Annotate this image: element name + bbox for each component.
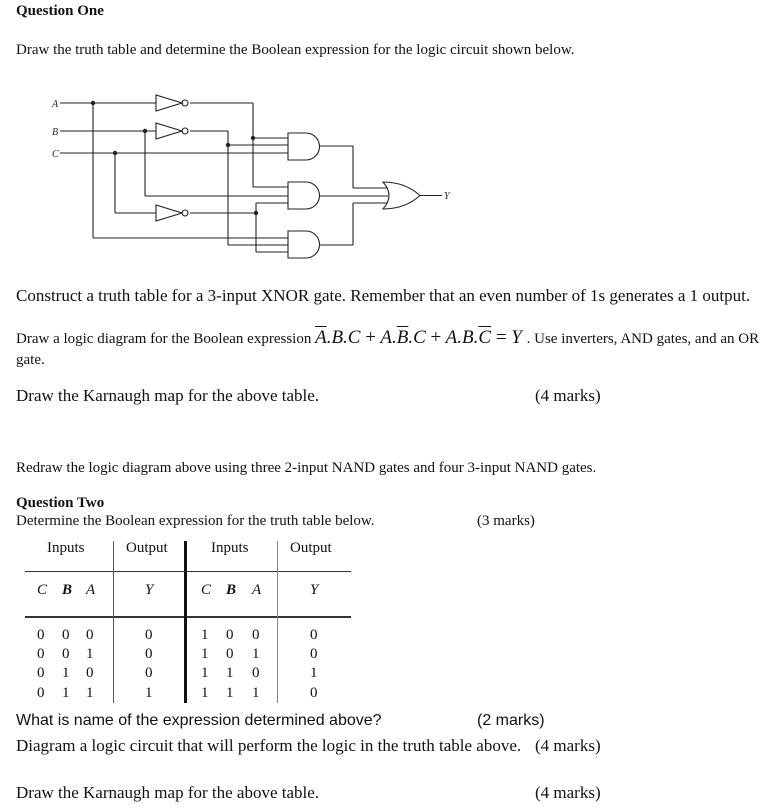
- cell: 0: [310, 685, 318, 701]
- cell: 0: [86, 627, 94, 643]
- cell: 1: [201, 646, 209, 662]
- input-label-a: A: [52, 99, 59, 110]
- cell: 1: [252, 685, 260, 701]
- logic-diagram-suffix-2: gate.: [16, 352, 45, 368]
- cell: 1: [201, 685, 209, 701]
- question-two-intro-marks: (3 marks): [477, 513, 535, 529]
- cell: 0: [145, 627, 153, 643]
- table-divider-1: [113, 541, 114, 703]
- diagram-question: Diagram a logic circuit that will perform the logic in the truth table above.: [16, 736, 522, 755]
- logic-circuit-diagram: [0, 0, 480, 280]
- cell: 0: [252, 665, 260, 681]
- col-b-right: B: [226, 582, 237, 598]
- cell: 0: [145, 665, 153, 681]
- cell: 0: [310, 646, 318, 662]
- cell: 1: [252, 646, 260, 662]
- col-a-right: A: [252, 582, 262, 598]
- cell: 0: [62, 627, 70, 643]
- header-output-right: Output: [290, 540, 332, 556]
- question-two-intro: Determine the Boolean expression for the truth table below.: [16, 513, 375, 529]
- cell: 1: [201, 665, 209, 681]
- col-a-left: A: [86, 582, 96, 598]
- cell: 0: [86, 665, 94, 681]
- question-one-title: Question One: [16, 3, 104, 19]
- cell: 1: [145, 685, 153, 701]
- table-divider-2: [277, 541, 278, 703]
- cell: 1: [310, 665, 318, 681]
- kmap-task-one: Draw the Karnaugh map for the above table.: [16, 386, 320, 405]
- cell: 0: [226, 627, 234, 643]
- logic-diagram-prefix: Draw a logic diagram for the Boolean expression: [16, 331, 312, 347]
- name-question-marks: (2 marks): [477, 712, 545, 729]
- cell: 1: [62, 685, 70, 701]
- header-inputs-right: Inputs: [211, 540, 249, 556]
- output-label-y: Y: [444, 191, 450, 202]
- cell: 1: [86, 646, 94, 662]
- cell: 0: [252, 627, 260, 643]
- boolean-expression: $\overline{A}.B.C + A.\overline{B}.C + A.B.\overline{C} = Y$: [315, 327, 522, 348]
- cell: 1: [201, 627, 209, 643]
- cell: 0: [37, 627, 45, 643]
- question-one-intro: Draw the truth table and determine the Boolean expression for the logic circuit shown below.: [16, 42, 575, 58]
- cell: 0: [37, 646, 45, 662]
- kmap-question-two-marks: (4 marks): [535, 783, 601, 802]
- header-inputs-left: Inputs: [47, 540, 85, 556]
- col-b-left: B: [62, 582, 73, 598]
- table-rule-top: [25, 571, 351, 572]
- table-divider-thick: [184, 541, 187, 703]
- cell: 0: [310, 627, 318, 643]
- input-label-b: B: [52, 127, 59, 138]
- nand-task: Redraw the logic diagram above using three 2-input NAND gates and four 3-input NAND gates.: [16, 460, 597, 476]
- name-question: What is name of the expression determined above?: [16, 712, 382, 729]
- col-y-right: Y: [310, 582, 319, 598]
- logic-diagram-task: [16, 327, 759, 350]
- col-y-left: Y: [145, 582, 154, 598]
- cell: 0: [37, 685, 45, 701]
- question-two-title: Question Two: [16, 495, 105, 511]
- cell: 1: [226, 665, 234, 681]
- cell: 0: [37, 665, 45, 681]
- diagram-question-marks: (4 marks): [535, 736, 601, 755]
- table-rule-mid: [25, 616, 351, 618]
- logic-diagram-suffix: . Use inverters, AND gates, and an OR: [526, 331, 760, 347]
- col-c-right: C: [201, 582, 212, 598]
- kmap-task-one-marks: (4 marks): [535, 386, 601, 405]
- cell: 0: [62, 646, 70, 662]
- cell: 0: [145, 646, 153, 662]
- input-label-c: C: [52, 149, 59, 160]
- xnor-task: Construct a truth table for a 3-input XNOR gate. Remember that an even number of 1s generates a 1 output.: [16, 286, 751, 305]
- header-output-left: Output: [126, 540, 168, 556]
- kmap-question-two: Draw the Karnaugh map for the above table.: [16, 783, 320, 802]
- cell: 1: [226, 685, 234, 701]
- cell: 1: [86, 685, 94, 701]
- cell: 0: [226, 646, 234, 662]
- cell: 1: [62, 665, 70, 681]
- col-c-left: C: [37, 582, 48, 598]
